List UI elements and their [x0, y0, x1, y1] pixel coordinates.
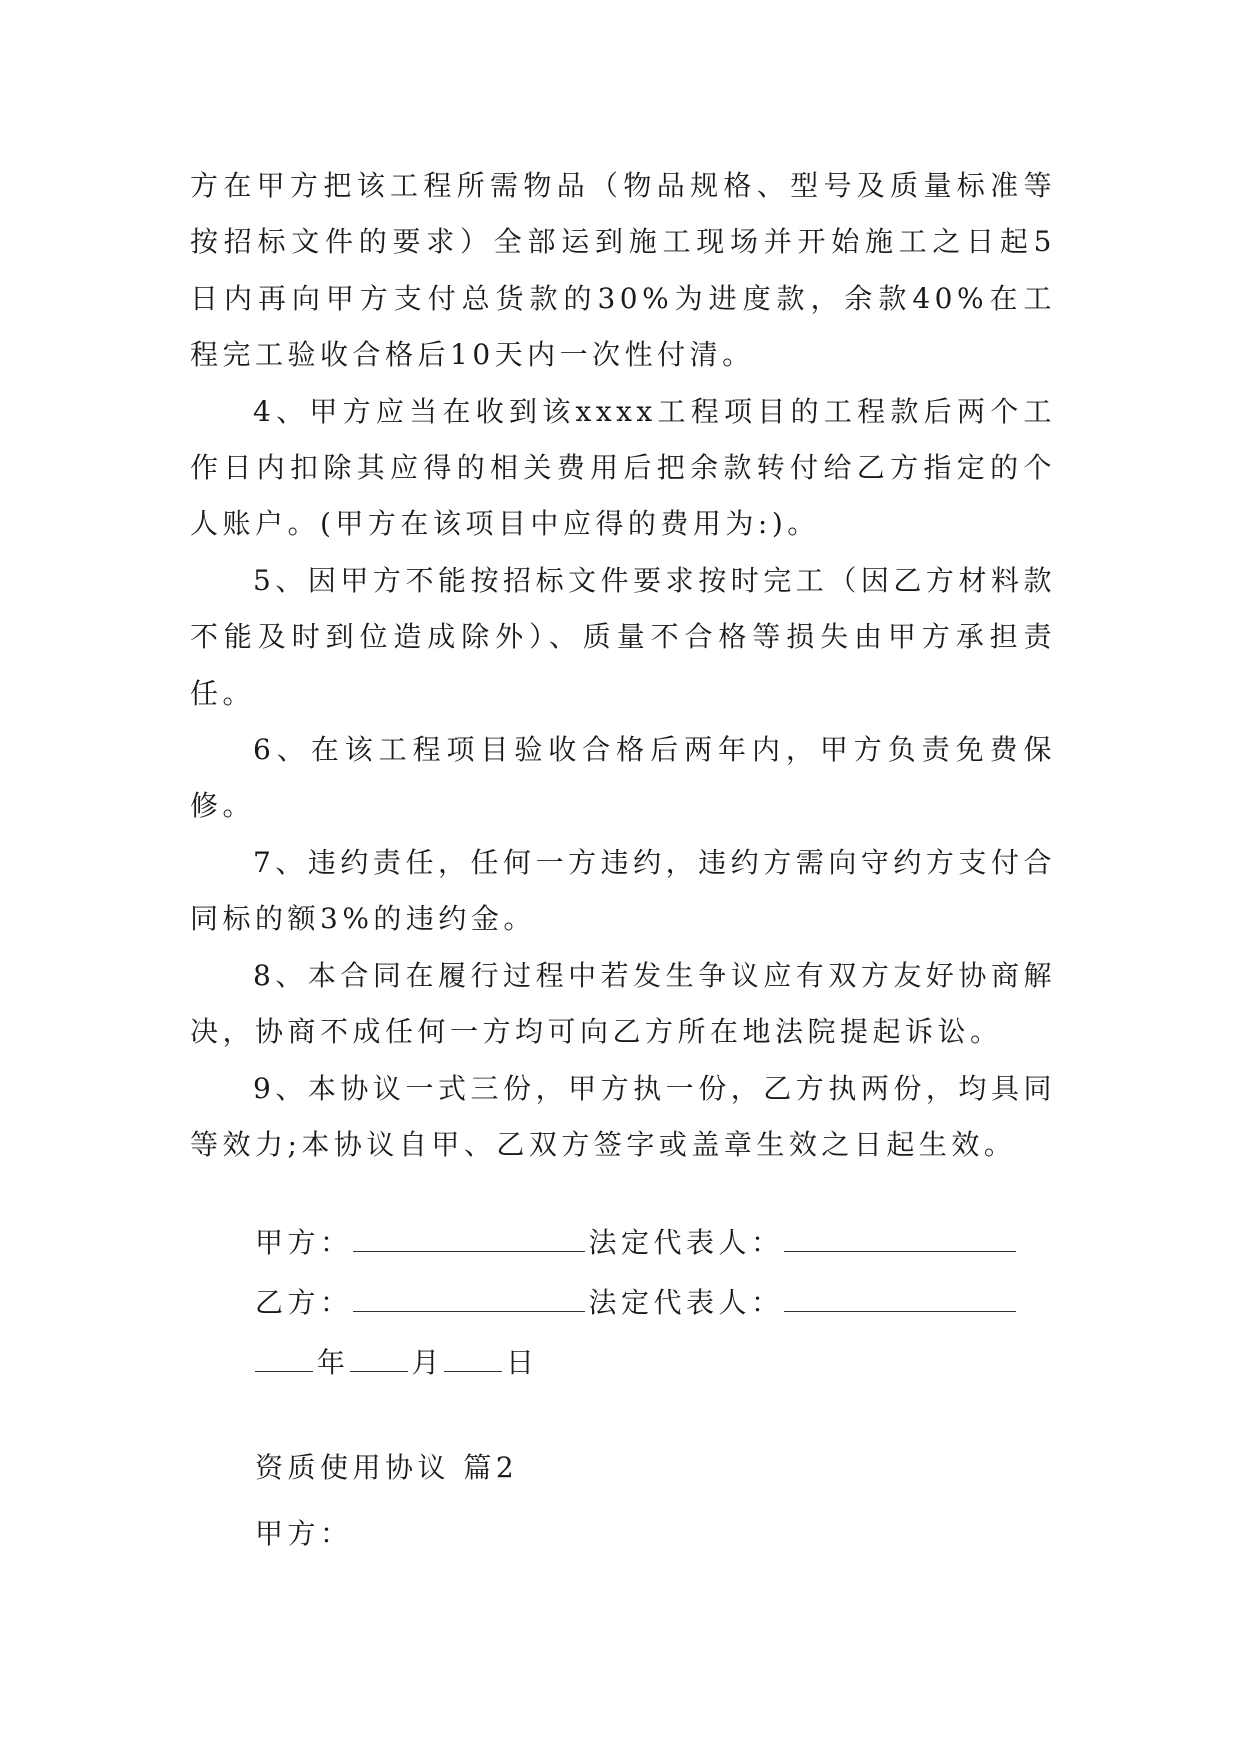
signature-block	[255, 1213, 1020, 1393]
year-label: 年	[317, 1346, 350, 1379]
section-2-title: 资质使用协议 篇2	[255, 1451, 519, 1484]
day-blank	[444, 1337, 502, 1372]
legal-rep-label-b: 法定代表人：	[588, 1286, 784, 1319]
date-row	[255, 1333, 1020, 1393]
party-a-label: 甲方：	[255, 1226, 353, 1259]
signature-row-party-b	[255, 1273, 1020, 1333]
clause-7: 7、违约责任，任何一方违约，违约方需向守约方支付合同标的额3%的违约金。	[190, 845, 1056, 936]
contract-body	[190, 158, 1056, 1173]
paragraph-payment-continuation: 方在甲方把该工程所需物品（物品规格、型号及质量标准等按招标文件的要求）全部运到施工现场并开始施工之日起5日内再向甲方支付总货款的30%为进度款，余款40%在工程完工验收合格后10天内一次性付清。	[190, 169, 1056, 372]
legal-rep-label-a: 法定代表人：	[588, 1226, 784, 1259]
year-blank	[255, 1337, 313, 1372]
clause-6: 6、在该工程项目验收合格后两年内，甲方负责免费保修。	[190, 733, 1056, 823]
party-b-signature-line	[353, 1277, 585, 1312]
clause-4: 4、甲方应当在收到该xxxx工程项目的工程款后两个工作日内扣除其应得的相关费用后把余款转付给乙方指定的个人账户。(甲方在该项目中应得的费用为:)。	[190, 394, 1056, 541]
legal-rep-a-signature-line	[784, 1217, 1016, 1252]
section-2	[255, 1435, 518, 1567]
party-a-signature-line	[353, 1217, 585, 1252]
clause-8: 8、本合同在履行过程中若发生争议应有双方友好协商解决，协商不成任何一方均可向乙方所在地法院提起诉讼。	[190, 958, 1056, 1049]
month-blank	[350, 1337, 408, 1372]
legal-rep-b-signature-line	[784, 1277, 1016, 1312]
clause-5: 5、因甲方不能按招标文件要求按时完工（因乙方材料款不能及时到位造成除外）、质量不合格等损失由甲方承担责任。	[190, 563, 1056, 710]
section-2-party-a-label: 甲方：	[255, 1517, 353, 1550]
signature-row-party-a	[255, 1213, 1020, 1273]
party-b-label: 乙方：	[255, 1286, 353, 1319]
day-label: 日	[506, 1346, 539, 1379]
clause-9: 9、本协议一式三份，甲方执一份，乙方执两份，均具同等效力;本协议自甲、乙双方签字或盖章生效之日起生效。	[190, 1071, 1056, 1161]
month-label: 月	[411, 1346, 445, 1379]
